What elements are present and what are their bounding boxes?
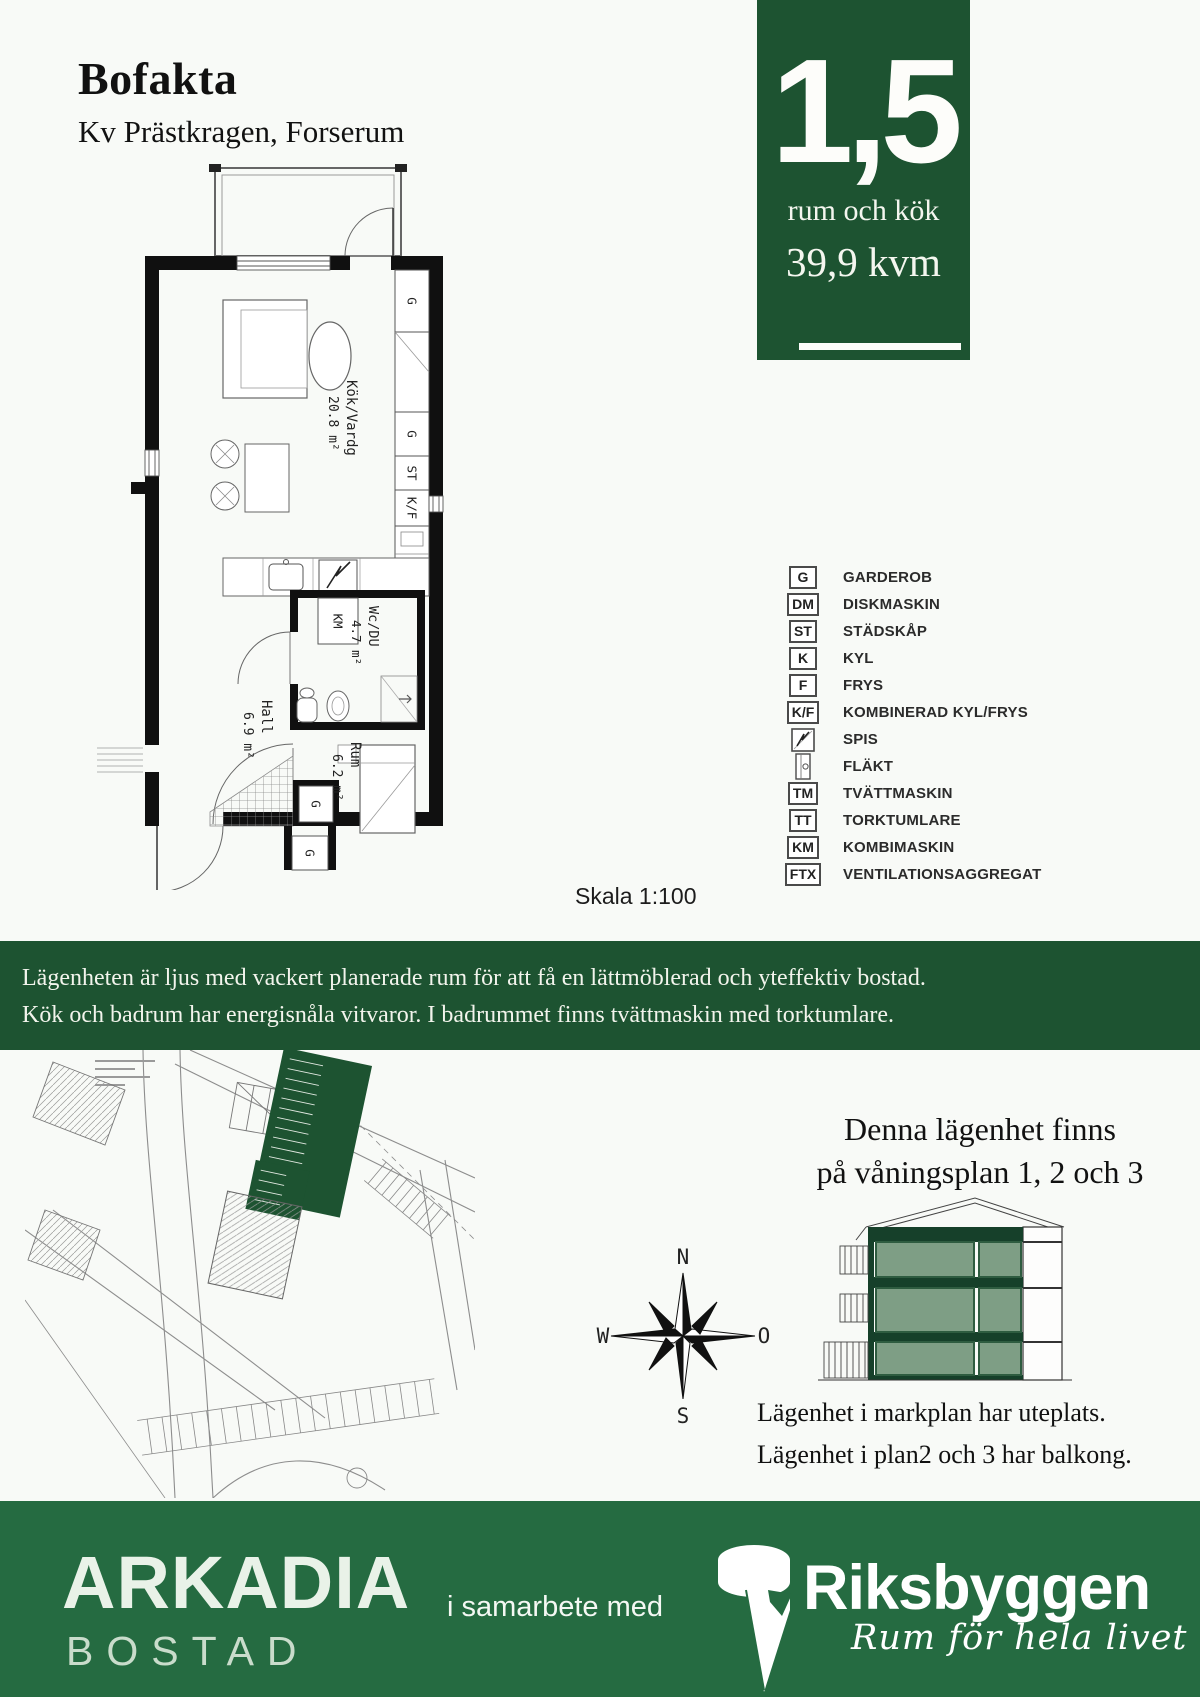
room-label-livingroom: Kök/Vardg [343, 380, 359, 456]
floors-note-line1: Lägenhet i markplan har uteplats. [757, 1398, 1106, 1427]
compass-west-label: W [596, 1324, 610, 1348]
floors-note [757, 1392, 1132, 1476]
legend-label: TORKTUMLARE [843, 812, 961, 829]
balconies [824, 1246, 868, 1378]
entry-mat [210, 756, 293, 826]
room-label-bedroom: Rum [347, 742, 363, 768]
legend-row [775, 834, 1075, 861]
legend-row [775, 591, 1075, 618]
marker-g3: G [308, 800, 324, 808]
page-subtitle: Kv Prästkragen, Forserum [78, 114, 405, 149]
symbol-legend [775, 564, 1075, 888]
legend-label: FLÄKT [843, 758, 894, 775]
symbol-box: FTX [785, 863, 821, 886]
site-plan [25, 1050, 475, 1498]
symbol-box: TT [789, 809, 817, 832]
building-section [810, 1190, 1080, 1385]
symbol-box: F [789, 674, 817, 697]
collaboration-text: i samarbete med [447, 1591, 663, 1623]
stove-symbol [319, 560, 357, 594]
symbol-box: DM [787, 593, 819, 616]
banner-line1: Lägenheten är ljus med vackert planerade rum för att få en lättmöblerad och yteffektiv bostad. [22, 965, 926, 991]
symbol-box: K [789, 647, 817, 670]
marker-km: KM [330, 613, 346, 629]
room-area-livingroom: 20.8 m² [325, 396, 340, 451]
legend-row [775, 618, 1075, 645]
legend-label: FRYS [843, 677, 884, 694]
arkadia-sub-wordmark: BOSTAD [66, 1628, 310, 1674]
marker-g2: G [404, 430, 420, 438]
legend-label: SPIS [843, 731, 878, 748]
compass-rose [595, 1246, 775, 1428]
sofa [223, 300, 351, 398]
symbol-box: K/F [787, 701, 820, 724]
marker-kf: K/F [404, 496, 420, 520]
legend-label: KYL [843, 650, 874, 667]
porch-lines [97, 748, 143, 772]
marker-st: ST [404, 465, 420, 481]
hatched-area [33, 1062, 125, 1145]
legend-label: DISKMASKIN [843, 596, 941, 613]
riksbyggen-wordmark: Riksbyggen [803, 1553, 1151, 1623]
page-title: Bofakta [78, 53, 238, 104]
symbol-box: KM [787, 836, 819, 859]
compass-star [611, 1273, 755, 1399]
room-label-hall: Hall [258, 700, 274, 734]
hatched-area [28, 1210, 100, 1280]
legend-row [775, 564, 1075, 591]
legend-label: GARDEROB [843, 569, 933, 586]
parking-row [364, 1159, 451, 1238]
stove-icon [791, 728, 815, 752]
info-box-underline [799, 343, 961, 350]
fan-icon [795, 753, 811, 780]
floor-plan [95, 160, 445, 890]
outlined-building [208, 1191, 302, 1299]
legend-row [775, 780, 1075, 807]
symbol-box: ST [789, 620, 817, 643]
marker-g1: G [404, 297, 420, 305]
legend-row [775, 645, 1075, 672]
legend-label: KOMBINERAD KYL/FRYS [843, 704, 1028, 721]
room-area-hall: 6.9 m² [240, 712, 255, 759]
compass-east-label: O [757, 1324, 771, 1348]
legend-row [775, 807, 1075, 834]
dining-set [211, 440, 289, 512]
legend-row [775, 726, 1075, 753]
room-count-label: rum och kök [787, 194, 940, 227]
room-area-bathroom: 4.7 m² [349, 620, 364, 666]
description-banner [0, 941, 1200, 1050]
legend-row [775, 753, 1075, 780]
compass-north-label: N [676, 1246, 690, 1269]
room-count: 1,5 [771, 29, 956, 194]
apartment-area: 39,9 kvm [786, 239, 941, 285]
room-area-bedroom: 6.2 m² [329, 754, 344, 801]
bottom-wardrobe [284, 826, 336, 870]
banner-line2: Kök och badrum har energisnåla vitvaror. I badrummet finns tvättmaskin med torktumlare. [22, 1002, 894, 1028]
floors-heading-line2: på våningsplan 1, 2 och 3 [816, 1154, 1144, 1190]
legend-label: STÄDSKÅP [843, 623, 928, 640]
legend-label: KOMBIMASKIN [843, 839, 955, 856]
floors-heading-line1: Denna lägenhet finns [844, 1111, 1116, 1147]
legend-row [775, 672, 1075, 699]
apartment-floors [876, 1242, 1021, 1375]
scale-label: Skala 1:100 [575, 883, 697, 909]
apartment-info-box [757, 0, 970, 360]
marker-g4: G [302, 849, 318, 857]
symbol-box: TM [788, 782, 818, 805]
legend-row [775, 699, 1075, 726]
legend-label: TVÄTTMASKIN [843, 785, 953, 802]
sink [327, 691, 349, 721]
legend-row [775, 861, 1075, 888]
toilet [297, 698, 317, 722]
arkadia-wordmark: ARKADIA [62, 1541, 411, 1624]
symbol-box: G [789, 566, 817, 589]
room-label-bathroom: Wc/DU [365, 606, 381, 647]
riksbyggen-tagline: Rum för hela livet [851, 1618, 1188, 1658]
floors-heading [790, 1108, 1170, 1194]
stairwell [1023, 1227, 1062, 1380]
floors-note-line2: Lägenhet i plan2 och 3 har balkong. [757, 1440, 1132, 1469]
compass-south-label: S [676, 1404, 690, 1428]
legend-label: VENTILATIONSAGGREGAT [843, 866, 1042, 883]
riksbyggen-logo-icon [712, 1540, 800, 1692]
